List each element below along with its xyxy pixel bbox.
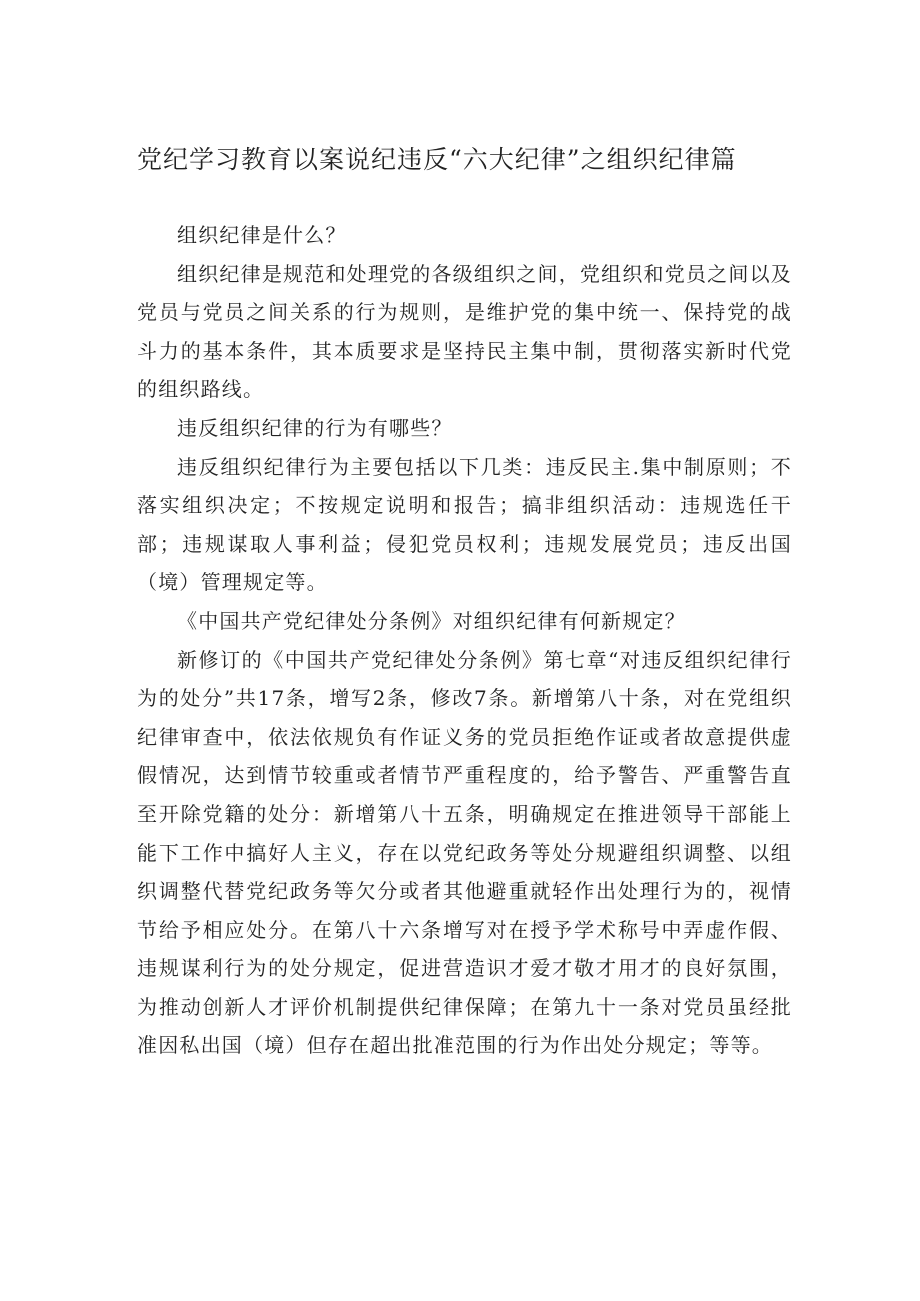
question-violations: 违反组织纪律的行为有哪些？ — [177, 415, 453, 440]
question-what-is-org-discipline: 组织纪律是什么？ — [177, 223, 347, 247]
paragraph-new-regulations: 新修订的《中国共产党纪律处分条例》第七章“对违反组织纪律行为的处分”共17条，增写2条，修改7条。新增第八十条，对在党组织纪律审查中，依法依规负有作证义务的党员拒绝作证或者故意提供虚假情况，达到情节较重或者情节严重程度的，给予警告、严重警告直至开除党籍的处分：新增第八十五条，明确规定在推进领导干部能上能下工作中搞好人主义，存在以党纪政务等处分规避组织调整、以组织调整代替党纪政务等欠分或者其他避重就轻作出处理行为的，视情节给予相应处分。在第八十六条增写对在授予学术称号中弄虚作假、违规谋利行为的处分规定，促进营造识才爱才敬才用才的良好氛围，为推动创新人才评价机制提供纪律保障；在第九十一条对党员虽经批准因私出国（境）但存在超出批准范围的行为作出处分规定；等等。 — [137, 647, 792, 1058]
document-title: 党纪学习教育以案说纪违反“六大纪律”之组织纪律篇 — [137, 145, 737, 174]
paragraph-violation-types: 违反组织纪律行为主要包括以下几类：违反民主.集中制原则；不落实组织决定；不按规定说明和报告；搞非组织活动：违规选任干部；违规谋取人事利益；侵犯党员权利；违规发展党员；违反出国（境）管理规定等。 — [137, 454, 792, 595]
document-body — [137, 216, 792, 1065]
question-new-regulations: 《中国共产党纪律处分条例》对组织纪律有何新规定？ — [177, 608, 686, 633]
paragraph-definition: 组织纪律是规范和处理党的各级组织之间，党组织和党员之间以及党员与党员之间关系的行为规则，是维护党的集中统一、保持党的战斗力的基本条件，其本质要求是坚持民主集中制，贯彻落实新时代党的组织路线。 — [137, 261, 792, 402]
